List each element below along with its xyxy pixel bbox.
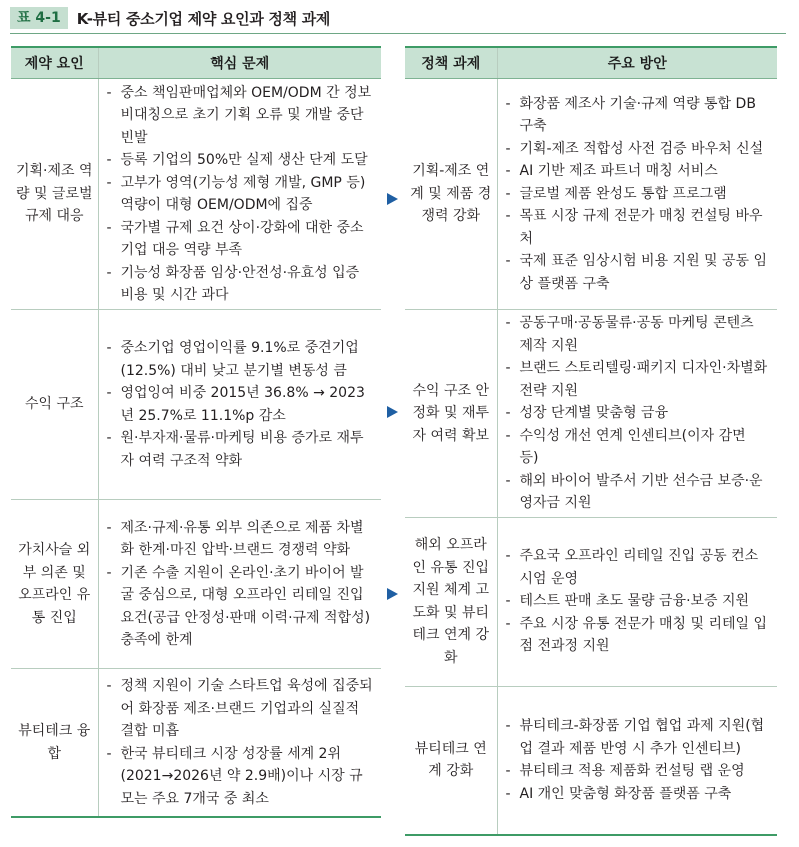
list-item: - AI 기반 제조 파트너 매칭 서비스 <box>505 160 770 183</box>
table-row <box>11 669 381 818</box>
table-number-label: 표 4-1 <box>10 7 68 29</box>
column-header-measure: 주요 방안 <box>497 47 777 79</box>
measure-cell <box>497 79 777 310</box>
task-cell: 뷰티테크 연계 강화 <box>405 686 497 835</box>
list-item: - 등록 기업의 50%만 실제 생산 단계 도달 <box>106 149 374 172</box>
list-item: - 고부가 영역(기능성 제형 개발, GMP 등) 역량이 대형 OEM/ODM에 집중 <box>106 172 374 217</box>
task-cell: 수익 구조 안정화 및 재투자 여력 확보 <box>405 310 497 518</box>
list-item: - 주요 시장 유통 전문가 매칭 및 리테일 입점 전과정 지원 <box>505 613 770 658</box>
list-item: - 기획-제조 적합성 사전 검증 바우처 신설 <box>505 138 770 161</box>
list-item: - 뷰티테크 적용 제품화 컨설팅 랩 운영 <box>505 760 770 783</box>
table-title: K-뷰티 중소기업 제약 요인과 정책 과제 <box>76 9 331 28</box>
table-header-row <box>11 47 381 79</box>
triangle-right-icon <box>387 588 398 600</box>
measure-list <box>505 715 770 805</box>
triangle-right-icon <box>387 406 398 418</box>
table-caption <box>10 6 330 30</box>
measure-list <box>505 545 770 658</box>
column-header-task: 정책 과제 <box>405 47 497 79</box>
factor-cell: 기획·제조 역량 및 글로벌 규제 대응 <box>11 79 98 310</box>
list-item: - 글로벌 제품 완성도 통합 프로그램 <box>505 183 770 206</box>
measure-cell <box>497 517 777 686</box>
list-item: - 한국 뷰티테크 시장 성장률 세계 2위(2021→2026년 약 2.9배)이나 시장 규모는 주요 7개국 중 최소 <box>106 743 374 811</box>
task-cell: 기획-제조 연계 및 제품 경쟁력 강화 <box>405 79 497 310</box>
list-item: - 국제 표준 임상시험 비용 지원 및 공동 임상 플랫폼 구축 <box>505 250 770 295</box>
measure-list <box>505 93 770 296</box>
list-item: - 원·부자재·물류·마케팅 비용 증가로 재투자 여력 구조적 약화 <box>106 427 374 472</box>
table-row <box>405 686 777 835</box>
issue-list <box>106 337 374 472</box>
list-item: - 영업잉여 비중 2015년 36.8% → 2023년 25.7%로 11.1%p 감소 <box>106 382 374 427</box>
list-item: - 테스트 판매 초도 물량 금융·보증 지원 <box>505 590 770 613</box>
issue-cell <box>98 79 381 310</box>
measure-list <box>505 312 770 515</box>
factor-cell: 가치사슬 외부 의존 및 오프라인 유통 진입 <box>11 500 98 669</box>
list-item: - 화장품 제조사 기술·규제 역량 통합 DB 구축 <box>505 93 770 138</box>
factor-cell: 뷰티테크 융합 <box>11 669 98 818</box>
issue-cell <box>98 669 381 818</box>
table-row <box>405 79 777 310</box>
issue-list <box>106 82 374 307</box>
measure-cell <box>497 686 777 835</box>
task-cell: 해외 오프라인 유통 진입 지원 체계 고도화 및 뷰티테크 연계 강화 <box>405 517 497 686</box>
title-divider <box>10 33 786 34</box>
issue-list <box>106 517 374 652</box>
issue-cell <box>98 310 381 500</box>
list-item: - AI 개인 맞춤형 화장품 플랫폼 구축 <box>505 783 770 806</box>
constraint-table <box>11 46 381 818</box>
list-item: - 브랜드 스토리텔링·패키지 디자인·차별화 전략 지원 <box>505 357 770 402</box>
measure-cell <box>497 310 777 518</box>
list-item: - 기존 수출 지원이 온라인·초기 바이어 발굴 중심으로, 대형 오프라인 리테일 진입 요건(공급 안정성·판매 이력·규제 적합성) 충족에 한계 <box>106 562 374 652</box>
list-item: - 목표 시장 규제 전문가 매칭 컨설팅 바우처 <box>505 205 770 250</box>
list-item: - 정책 지원이 기술 스타트업 육성에 집중되어 화장품 제조·브랜드 기업과의 실질적 결합 미흡 <box>106 675 374 743</box>
list-item: - 기능성 화장품 임상·안전성·유효성 입증 비용 및 시간 과다 <box>106 262 374 307</box>
triangle-right-icon <box>387 193 398 205</box>
list-item: - 주요국 오프라인 리테일 진입 공동 컨소시엄 운영 <box>505 545 770 590</box>
issue-list <box>106 675 374 810</box>
table-row <box>11 79 381 310</box>
list-item: - 제조·규제·유통 외부 의존으로 제품 차별화 한계·마진 압박·브랜드 경쟁력 약화 <box>106 517 374 562</box>
column-header-issue: 핵심 문제 <box>98 47 381 79</box>
list-item: - 뷰티테크-화장품 기업 협업 과제 지원(협업 결과 제품 반영 시 추가 인센티브) <box>505 715 770 760</box>
column-header-factor: 제약 요인 <box>11 47 98 79</box>
list-item: - 성장 단계별 맞춤형 금융 <box>505 402 770 425</box>
table-row <box>405 310 777 518</box>
list-item: - 국가별 규제 요건 상이·강화에 대한 중소기업 대응 역량 부족 <box>106 217 374 262</box>
list-item: - 해외 바이어 발주서 기반 선수금 보증·운영자금 지원 <box>505 470 770 515</box>
list-item: - 공동구매·공동물류·공동 마케팅 콘텐츠 제작 지원 <box>505 312 770 357</box>
policy-table <box>405 46 777 836</box>
table-row <box>405 517 777 686</box>
list-item: - 중소 책임판매업체와 OEM/ODM 간 정보 비대칭으로 초기 기획 오류 및 개발 중단 빈발 <box>106 82 374 150</box>
list-item: - 중소기업 영업이익률 9.1%로 중견기업(12.5%) 대비 낮고 분기별 변동성 큼 <box>106 337 374 382</box>
issue-cell <box>98 500 381 669</box>
table-row <box>11 500 381 669</box>
table-row <box>11 310 381 500</box>
factor-cell: 수익 구조 <box>11 310 98 500</box>
list-item: - 수익성 개선 연계 인센티브(이자 감면 등) <box>505 425 770 470</box>
table-header-row <box>405 47 777 79</box>
